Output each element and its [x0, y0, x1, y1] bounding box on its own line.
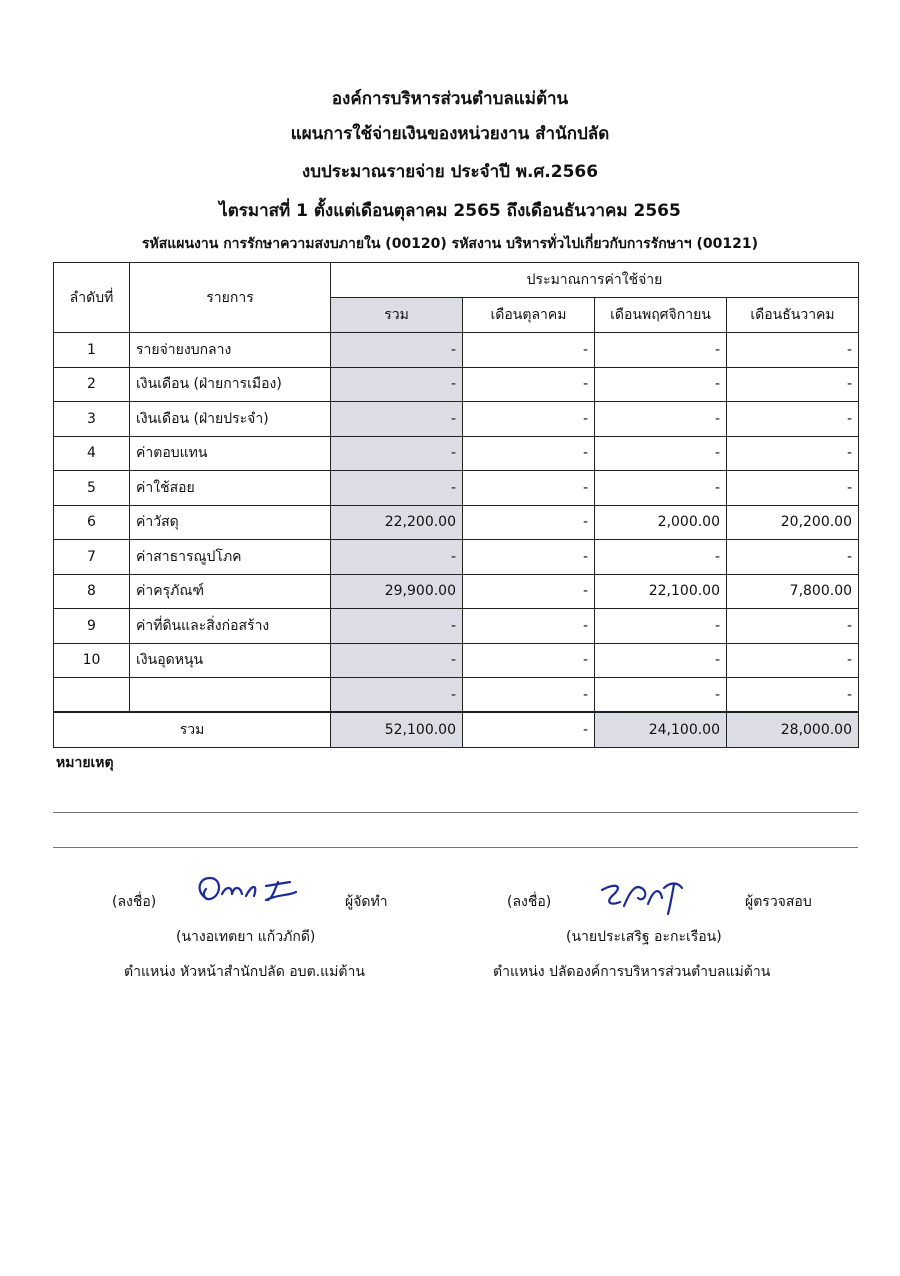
sum-label: รวม — [54, 712, 331, 747]
row-number: 5 — [54, 471, 130, 506]
row-oct: - — [463, 678, 595, 713]
row-number: 3 — [54, 402, 130, 437]
left-signature-image — [192, 872, 304, 912]
row-number: 10 — [54, 643, 130, 678]
row-dec: - — [727, 333, 859, 368]
plan-code-line: รหัสแผนงาน การรักษาความสงบภายใน (00120) รหัสงาน บริหารทั่วไปเกี่ยวกับการรักษาฯ (00121) — [141, 236, 759, 252]
left-sign-role: ผู้จัดทำ — [345, 894, 388, 910]
right-sign-prefix: (ลงชื่อ) — [507, 894, 552, 910]
row-dec: - — [727, 471, 859, 506]
row-item: เงินเดือน (ฝ่ายการเมือง) — [130, 367, 331, 402]
right-sign-role: ผู้ตรวจสอบ — [745, 894, 812, 910]
left-sign-position: ตำแหน่ง หัวหน้าสำนักปลัด อบต.แม่ต้าน — [124, 964, 365, 980]
row-total: - — [331, 678, 463, 713]
row-number: 7 — [54, 540, 130, 575]
table-row — [54, 574, 859, 609]
remark-line — [53, 847, 858, 848]
row-nov: - — [595, 471, 727, 506]
sum-nov: 24,100.00 — [595, 712, 727, 747]
budget-title: งบประมาณรายจ่าย ประจำปี พ.ศ.2566 — [301, 162, 599, 182]
row-number: 6 — [54, 505, 130, 540]
row-oct: - — [463, 505, 595, 540]
row-item: ค่าครุภัณฑ์ — [130, 574, 331, 609]
row-dec: - — [727, 402, 859, 437]
row-dec: - — [727, 540, 859, 575]
row-number — [54, 678, 130, 713]
row-nov: - — [595, 436, 727, 471]
table-row — [54, 505, 859, 540]
left-sign-name: (นางอเทตยา แก้วภักดี) — [176, 929, 316, 945]
sum-dec: 28,000.00 — [727, 712, 859, 747]
row-total: - — [331, 333, 463, 368]
header-nov: เดือนพฤศจิกายน — [595, 298, 727, 333]
org-title: องค์การบริหารส่วนตำบลแม่ต้าน — [331, 89, 569, 109]
row-number: 4 — [54, 436, 130, 471]
row-item: รายจ่ายงบกลาง — [130, 333, 331, 368]
sum-total: 52,100.00 — [331, 712, 463, 747]
right-sign-name: (นายประเสริฐ อะกะเรือน) — [566, 929, 722, 945]
row-item: เงินอุดหนุน — [130, 643, 331, 678]
row-dec: - — [727, 436, 859, 471]
row-nov: - — [595, 402, 727, 437]
header-total: รวม — [331, 298, 463, 333]
row-oct: - — [463, 367, 595, 402]
row-nov: - — [595, 333, 727, 368]
table-row — [54, 540, 859, 575]
table-row — [54, 333, 859, 368]
right-signature-image — [598, 876, 692, 920]
row-total: - — [331, 609, 463, 644]
row-number: 9 — [54, 609, 130, 644]
row-oct: - — [463, 333, 595, 368]
row-dec: - — [727, 609, 859, 644]
remark-label: หมายเหตุ — [56, 755, 114, 771]
table-row — [54, 609, 859, 644]
row-oct: - — [463, 540, 595, 575]
row-dec: - — [727, 643, 859, 678]
row-item: ค่าใช้สอย — [130, 471, 331, 506]
plan-title: แผนการใช้จ่ายเงินของหน่วยงาน สำนักปลัด — [290, 124, 610, 144]
row-total: - — [331, 471, 463, 506]
row-dec: - — [727, 678, 859, 713]
sum-row — [54, 712, 859, 747]
row-number: 2 — [54, 367, 130, 402]
remark-line — [53, 812, 858, 813]
header-estimate-group: ประมาณการค่าใช้จ่าย — [331, 263, 859, 298]
table-row — [54, 678, 859, 713]
table-row — [54, 436, 859, 471]
row-oct: - — [463, 574, 595, 609]
quarter-title: ไตรมาสที่ 1 ตั้งแต่เดือนตุลาคม 2565 ถึงเดือนธันวาคม 2565 — [219, 201, 681, 221]
row-total: - — [331, 436, 463, 471]
row-oct: - — [463, 609, 595, 644]
row-oct: - — [463, 436, 595, 471]
row-dec: 7,800.00 — [727, 574, 859, 609]
row-nov: - — [595, 540, 727, 575]
row-nov: 22,100.00 — [595, 574, 727, 609]
row-item: ค่าสาธารณูปโภค — [130, 540, 331, 575]
row-nov: - — [595, 643, 727, 678]
left-sign-prefix: (ลงชื่อ) — [112, 894, 157, 910]
row-nov: 2,000.00 — [595, 505, 727, 540]
header-item: รายการ — [130, 263, 331, 333]
row-item: ค่าที่ดินและสิ่งก่อสร้าง — [130, 609, 331, 644]
row-dec: 20,200.00 — [727, 505, 859, 540]
row-total: 22,200.00 — [331, 505, 463, 540]
row-item: ค่าตอบแทน — [130, 436, 331, 471]
row-total: 29,900.00 — [331, 574, 463, 609]
table-row — [54, 402, 859, 437]
row-item: ค่าวัสดุ — [130, 505, 331, 540]
row-oct: - — [463, 471, 595, 506]
row-number: 8 — [54, 574, 130, 609]
row-item — [130, 678, 331, 713]
header-no: ลำดับที่ — [54, 263, 130, 333]
row-total: - — [331, 643, 463, 678]
header-oct: เดือนตุลาคม — [463, 298, 595, 333]
sum-oct: - — [463, 712, 595, 747]
row-total: - — [331, 540, 463, 575]
row-dec: - — [727, 367, 859, 402]
row-nov: - — [595, 367, 727, 402]
row-nov: - — [595, 609, 727, 644]
row-oct: - — [463, 643, 595, 678]
table-row — [54, 367, 859, 402]
header-dec: เดือนธันวาคม — [727, 298, 859, 333]
row-total: - — [331, 402, 463, 437]
row-number: 1 — [54, 333, 130, 368]
row-item: เงินเดือน (ฝ่ายประจำ) — [130, 402, 331, 437]
row-nov: - — [595, 678, 727, 713]
table-row — [54, 471, 859, 506]
table-row — [54, 643, 859, 678]
expense-plan-table — [53, 262, 859, 748]
row-total: - — [331, 367, 463, 402]
right-sign-position: ตำแหน่ง ปลัดองค์การบริหารส่วนตำบลแม่ต้าน — [493, 964, 771, 980]
row-oct: - — [463, 402, 595, 437]
